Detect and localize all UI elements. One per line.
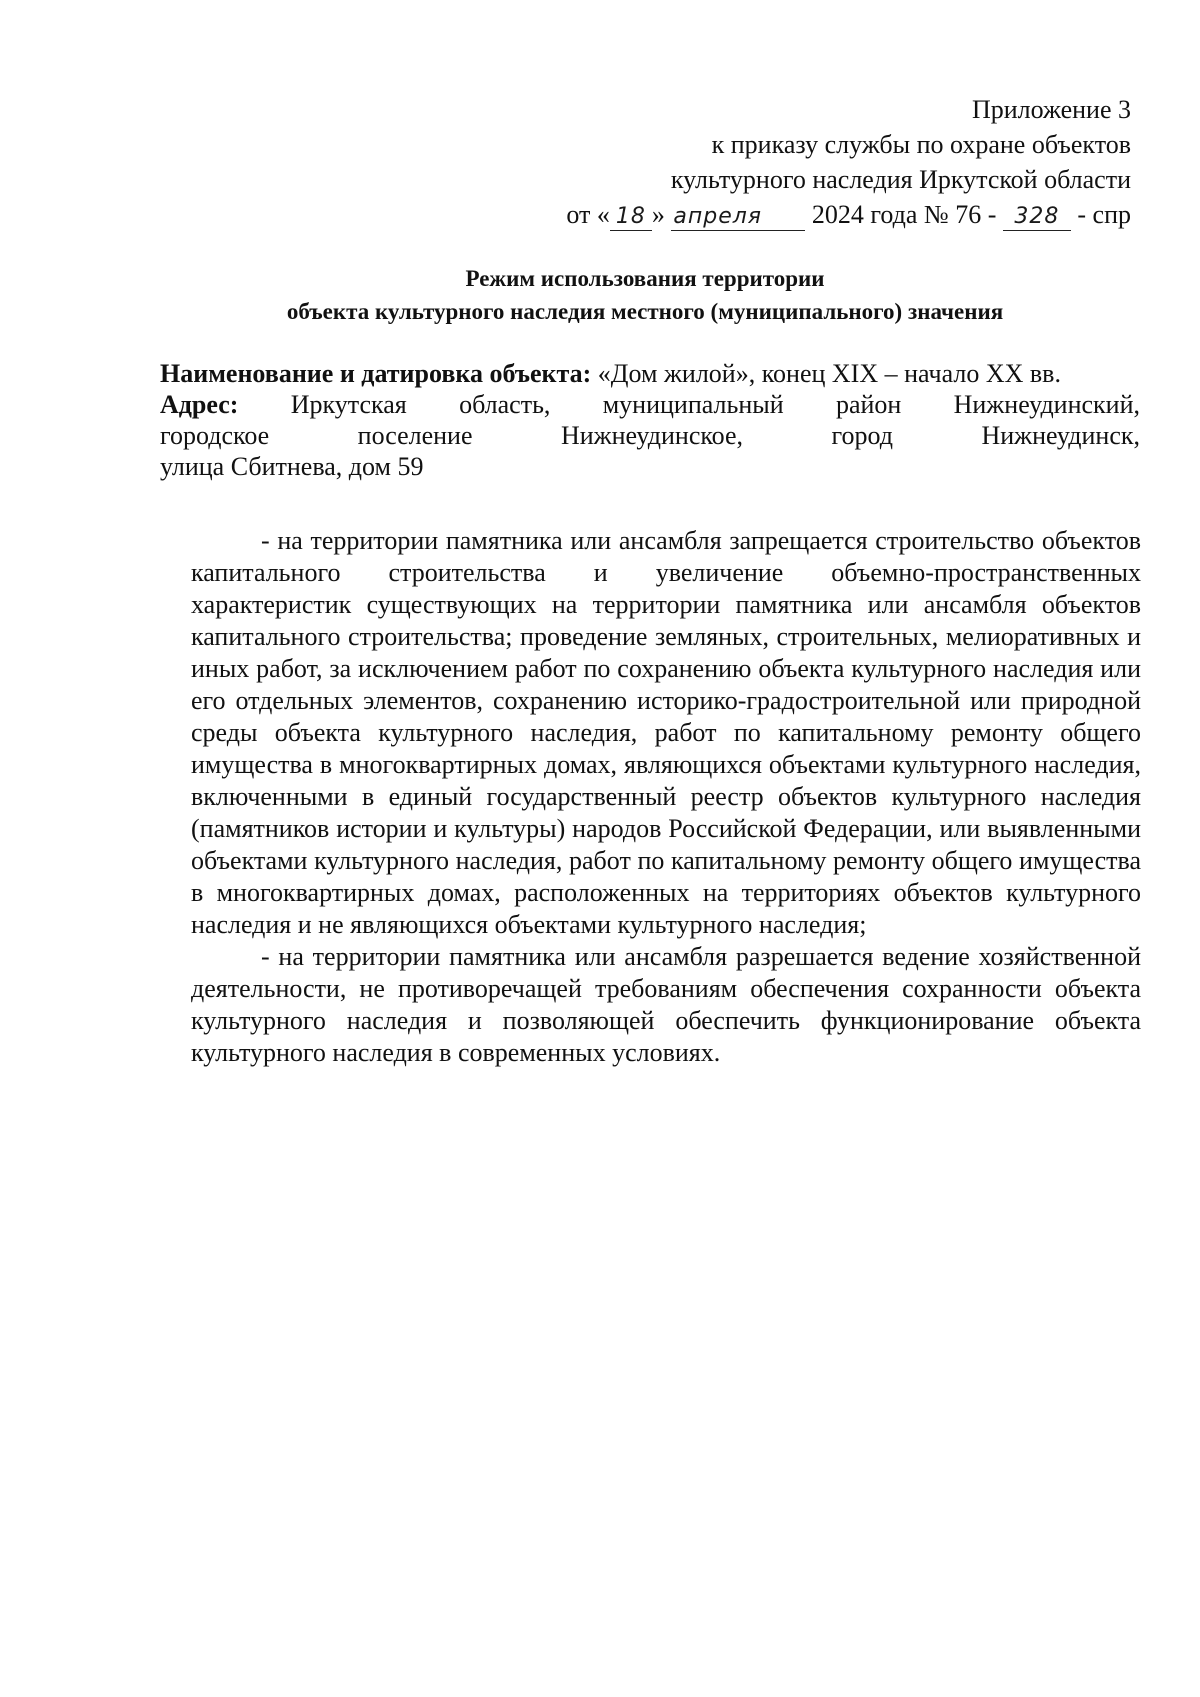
object-address-line-3: улица Сбитнева, дом 59 xyxy=(160,452,424,481)
object-address-label: Адрес: xyxy=(160,390,239,419)
object-name-label: Наименование и датировка объекта: xyxy=(160,359,592,388)
handwritten-order-number: 328 xyxy=(1003,204,1071,231)
title-line-1: Режим использования территории xyxy=(465,266,825,291)
appendix-issuer: культурного наследия Иркутской области xyxy=(670,165,1131,194)
appendix-number: Приложение 3 xyxy=(971,95,1131,124)
object-address-line-2: городское поселение Нижнеудинское, город Нижнеудинск, xyxy=(160,421,1140,450)
rule-prohibition: - на территории памятника или ансамбля запрещается строительство объектов капитального строительства и увеличение объемно-пространственных характеристик существующих на территории памятника или ансамбля объектов капитального строительства; проведение земляных, строительных, мелиоративных и иных работ, за исключением работ по сохранению объекта культурного наследия или его отдельных элементов, сохранению историко-градостроительной или природной среды объекта культурного наследия, работ по капитальному ремонту общего имущества в многоквартирных домах, являющихся объектами культурного наследия, включенными в единый государственный реестр объектов культурного наследия (памятников истории и культуры) народов Российской Федерации, или выявленными объектами культурного наследия, работ по капитальному ремонту общего имущества в многоквартирных домах, расположенных на территориях объектов культурного наследия и не являющихся объектами культурного наследия; xyxy=(191,526,1141,939)
document-title xyxy=(150,262,1140,328)
date-year: 2024 года № 76 - xyxy=(811,200,997,229)
handwritten-day: 18 xyxy=(610,204,652,231)
object-name-value: «Дом жилой», конец XIX – начало XX вв. xyxy=(597,359,1061,388)
object-info xyxy=(160,358,1140,482)
object-name-row xyxy=(160,358,1140,389)
object-address-row xyxy=(160,389,1140,420)
order-suffix: - спр xyxy=(1077,200,1131,229)
appendix-header xyxy=(431,92,1131,232)
title-line-2: объекта культурного наследия местного (муниципального) значения xyxy=(286,299,1004,324)
rule-permission: - на территории памятника или ансамбля разрешается ведение хозяйственной деятельности, не противоречащей требованиям обеспечения сохранности объекта культурного наследия и позволяющей обеспечить функционирование объекта культурного наследия в современных условиях. xyxy=(191,942,1141,1067)
territory-regime-rules xyxy=(191,525,1141,1069)
date-prefix: от « xyxy=(566,200,610,229)
object-address-line-1: Иркутская область, муниципальный район Нижнеудинский, xyxy=(290,390,1140,419)
date-mid: » xyxy=(651,200,665,229)
appendix-date-line xyxy=(431,197,1131,232)
handwritten-month: апреля xyxy=(671,204,805,231)
appendix-order-ref: к приказу службы по охране объектов xyxy=(711,130,1131,159)
